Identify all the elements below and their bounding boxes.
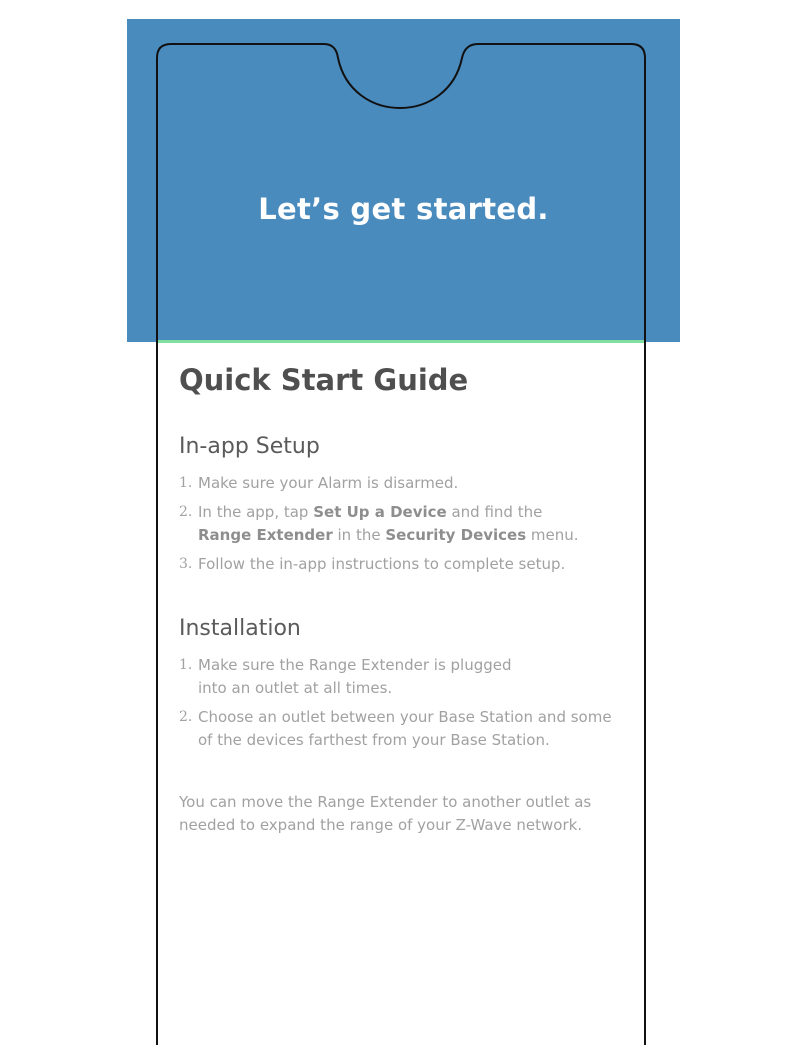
- in-app-step-3: [179, 553, 619, 576]
- banner-title: Let’s get started.: [258, 192, 549, 226]
- installation-step-1: [179, 654, 619, 700]
- installation-steps: [179, 654, 619, 752]
- note-line: You can move the Range Extender to another outlet as: [179, 793, 592, 811]
- range-extender-term: Range Extender: [198, 526, 333, 544]
- step-text: Make sure your Alarm is disarmed.: [198, 474, 459, 492]
- security-devices-term: Security Devices: [385, 526, 527, 544]
- step-number: 2.: [179, 504, 193, 520]
- step-number: 2.: [179, 709, 193, 725]
- note-line: needed to expand the range of your Z-Wave network.: [179, 816, 583, 834]
- step-number: 1.: [179, 475, 193, 491]
- step-text: Follow the in-app instructions to complete setup.: [198, 555, 566, 573]
- set-up-device-term: Set Up a Device: [313, 503, 447, 521]
- installation-heading: Installation: [179, 616, 301, 641]
- step-text-line: of the devices farthest from your Base Station.: [198, 731, 550, 749]
- in-app-step-1: [179, 472, 619, 495]
- in-app-step-2: [179, 501, 619, 547]
- step-text-part: menu.: [526, 526, 579, 544]
- step-text-part: In the app, tap: [198, 503, 314, 521]
- step-text-line: Choose an outlet between your Base Station and some: [198, 708, 612, 726]
- step-text-part: in the: [332, 526, 386, 544]
- step-text-line: into an outlet at all times.: [198, 679, 393, 697]
- in-app-setup-steps: [179, 472, 619, 576]
- step-number: 1.: [179, 657, 193, 673]
- step-text-line: Make sure the Range Extender is plugged: [198, 656, 512, 674]
- installation-step-2: [179, 706, 619, 752]
- guide-title: Quick Start Guide: [179, 363, 469, 397]
- in-app-setup-heading: In-app Setup: [179, 434, 320, 459]
- range-note: [179, 791, 619, 837]
- guide-content: [179, 360, 619, 852]
- step-number: 3.: [179, 556, 193, 572]
- step-text-part: and find the: [446, 503, 543, 521]
